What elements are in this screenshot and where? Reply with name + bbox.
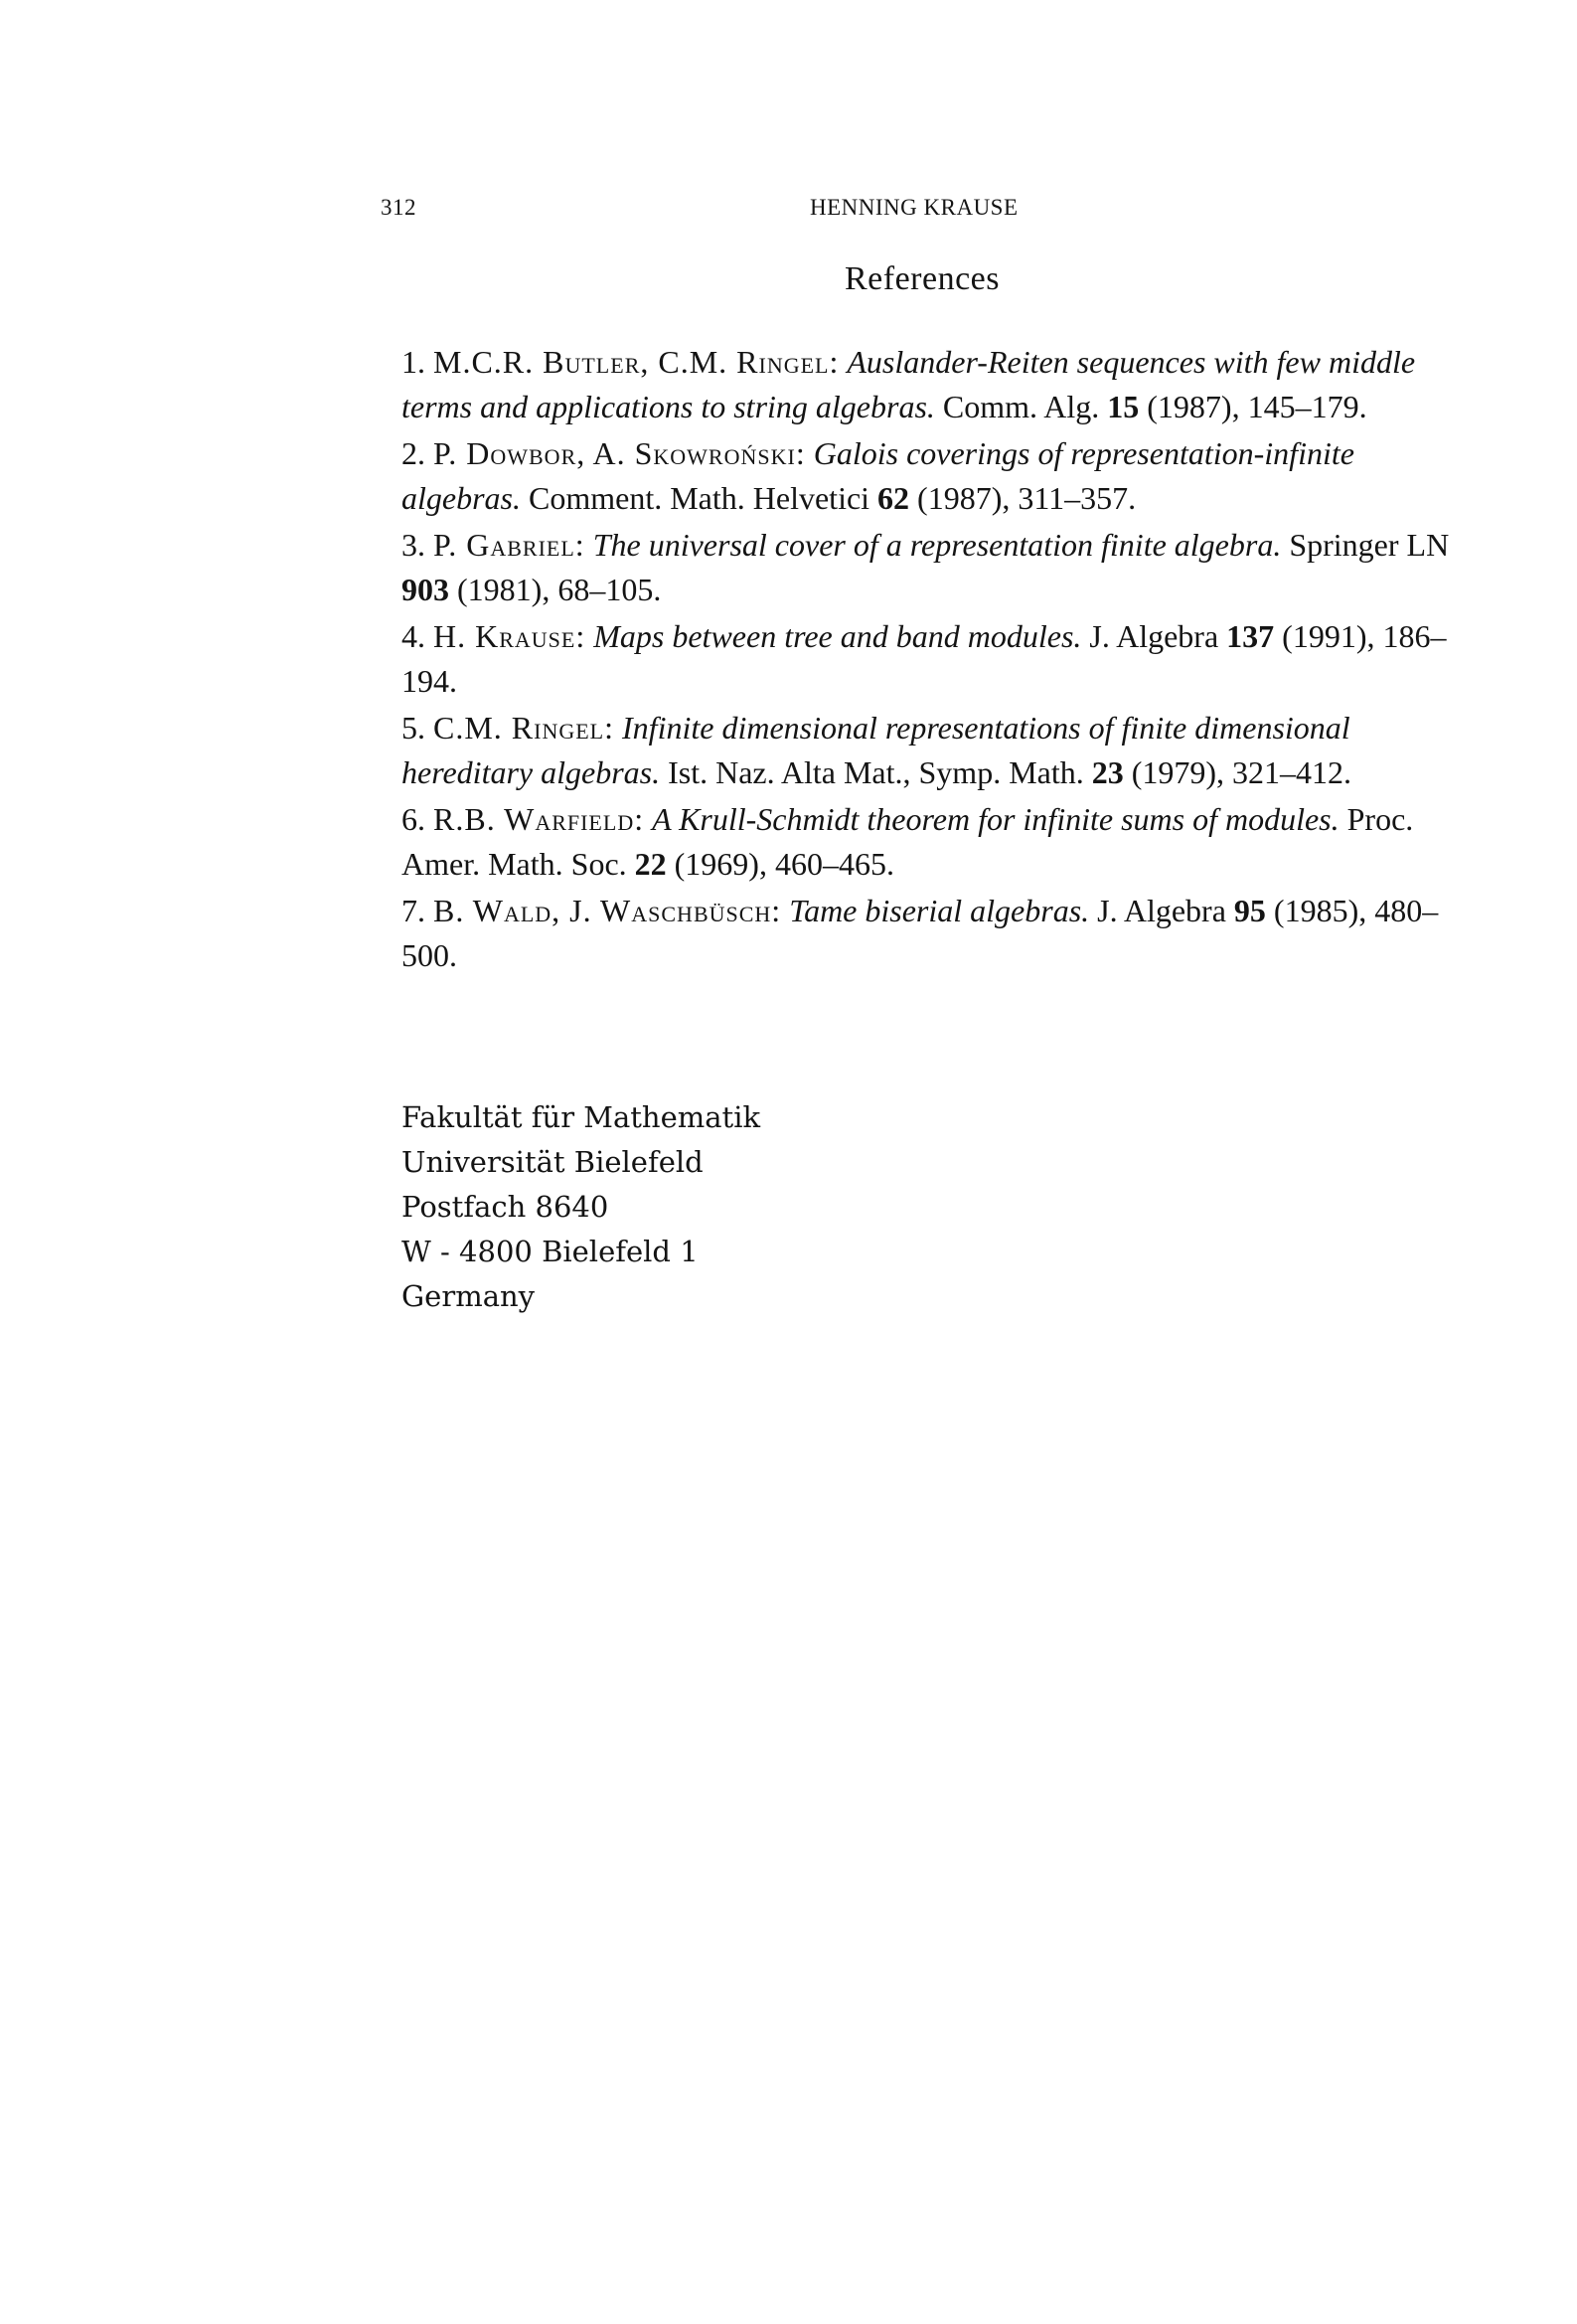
reference-number: 2. <box>401 435 425 471</box>
reference-authors: M.C.R. Butler, C.M. Ringel: <box>433 344 840 380</box>
reference-number: 7. <box>401 893 425 928</box>
reference-authors: P. Gabriel: <box>433 527 585 563</box>
reference-year-pages: (1991), 186–194. <box>401 618 1447 699</box>
address-line: Fakultät für Mathematik <box>401 1100 761 1134</box>
address-line: Germany <box>401 1279 536 1313</box>
reference-number: 4. <box>401 618 425 654</box>
reference-item <box>401 706 1475 795</box>
reference-title: Infinite dimensional representations of finite dimensional hereditary algebras. <box>401 710 1350 790</box>
reference-item <box>401 889 1475 978</box>
reference-volume: 903 <box>401 572 449 607</box>
reference-journal: J. Algebra <box>1089 618 1219 654</box>
reference-number: 1. <box>401 344 425 380</box>
reference-authors: B. Wald, J. Waschbüsch: <box>433 893 782 928</box>
address-line: Universität Bielefeld <box>401 1145 704 1179</box>
address-line: Postfach 8640 <box>401 1190 609 1224</box>
reference-title: A Krull-Schmidt theorem for infinite sums of modules. <box>652 801 1340 837</box>
reference-year-pages: (1985), 480–500. <box>401 893 1439 973</box>
reference-authors: C.M. Ringel: <box>433 710 615 746</box>
reference-journal: Comment. Math. Helvetici <box>529 480 870 516</box>
page-number: 312 <box>381 195 416 220</box>
reference-number: 5. <box>401 710 425 746</box>
reference-number: 3. <box>401 527 425 563</box>
reference-title: Auslander-Reiten sequences with few middle terms and applications to string algebras. <box>401 344 1416 424</box>
reference-year-pages: (1969), 460–465. <box>674 846 894 882</box>
reference-item <box>401 523 1475 612</box>
reference-volume: 95 <box>1233 893 1266 928</box>
address-line: W - 4800 Bielefeld 1 <box>401 1235 699 1268</box>
author-address <box>401 1095 760 1319</box>
reference-item <box>401 340 1475 429</box>
reference-list <box>401 340 1475 980</box>
reference-authors: H. Krause: <box>433 618 586 654</box>
reference-year-pages: (1987), 145–179. <box>1147 389 1367 424</box>
reference-year-pages: (1981), 68–105. <box>457 572 662 607</box>
reference-volume: 22 <box>634 846 667 882</box>
reference-title: Maps between tree and band modules. <box>593 618 1082 654</box>
reference-title: The universal cover of a representation finite algebra. <box>592 527 1282 563</box>
reference-volume: 23 <box>1091 754 1124 790</box>
reference-year-pages: (1987), 311–357. <box>917 480 1137 516</box>
running-head-author: HENNING KRAUSE <box>810 195 1019 220</box>
reference-item <box>401 797 1475 887</box>
reference-year-pages: (1979), 321–412. <box>1131 754 1352 790</box>
reference-journal: J. Algebra <box>1097 893 1226 928</box>
reference-volume: 62 <box>877 480 910 516</box>
reference-volume: 137 <box>1226 618 1275 654</box>
references-heading: References <box>845 260 1001 297</box>
reference-number: 6. <box>401 801 425 837</box>
reference-volume: 15 <box>1107 389 1140 424</box>
reference-journal: Ist. Naz. Alta Mat., Symp. Math. <box>668 754 1084 790</box>
running-head <box>381 195 1474 225</box>
reference-journal: Springer LN <box>1289 527 1450 563</box>
reference-title: Tame biserial algebras. <box>789 893 1090 928</box>
reference-item <box>401 431 1475 521</box>
reference-journal: Proc. Amer. Math. Soc. <box>401 801 1414 882</box>
reference-title: Galois coverings of representation-infinite algebras. <box>401 435 1354 516</box>
reference-journal: Comm. Alg. <box>942 389 1100 424</box>
reference-authors: R.B. Warfield: <box>433 801 645 837</box>
reference-item <box>401 614 1475 704</box>
reference-authors: P. Dowbor, A. Skowroński: <box>433 435 806 471</box>
